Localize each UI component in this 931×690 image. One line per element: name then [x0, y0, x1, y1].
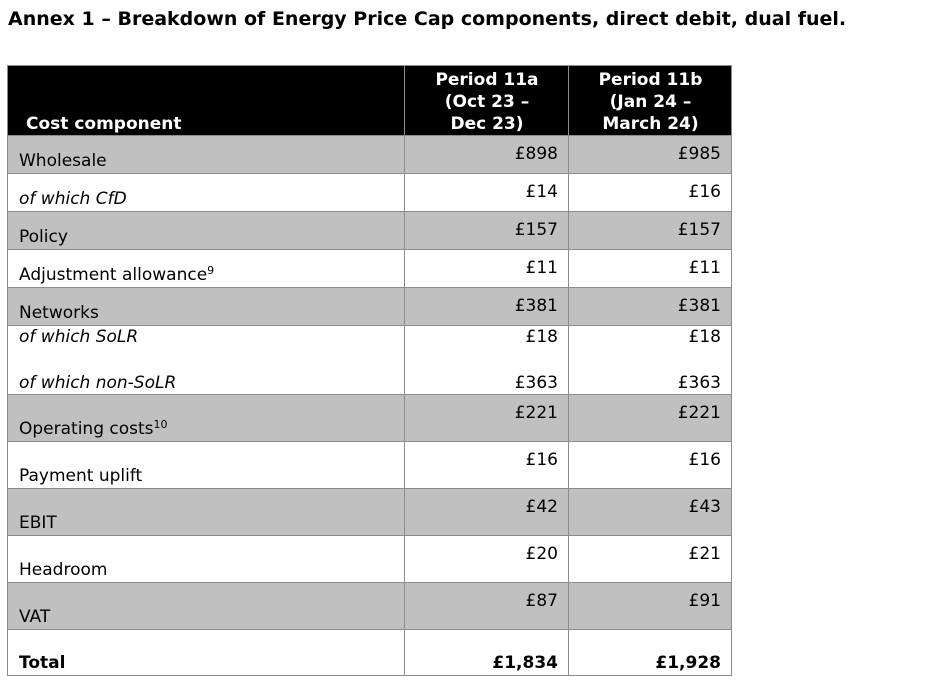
header-period-11b-line2: (Jan 24 –	[609, 92, 692, 112]
value-adjustment-11b: £11	[569, 250, 732, 288]
value-networks-breakdown-11b	[569, 326, 732, 395]
value-wholesale-11b: £985	[569, 136, 732, 174]
row-vat	[8, 583, 732, 630]
value-vat-11a: £87	[405, 583, 569, 630]
price-cap-table	[7, 65, 732, 676]
value-policy-11a: £157	[405, 212, 569, 250]
value-non-solr-11b: £363	[677, 373, 721, 393]
value-networks-11b: £381	[569, 288, 732, 326]
adjustment-allowance-text: Adjustment allowance	[19, 265, 208, 285]
label-operating-costs	[8, 395, 405, 442]
label-adjustment-allowance	[8, 250, 405, 288]
value-ebit-11b: £43	[569, 489, 732, 536]
value-solr-11a: £18	[525, 327, 558, 347]
value-total-11b: £1,928	[569, 630, 732, 676]
label-payment-uplift: Payment uplift	[8, 442, 405, 489]
header-cost-component: Cost component	[8, 66, 405, 136]
value-cfd-11a: £14	[405, 174, 569, 212]
value-ebit-11a: £42	[405, 489, 569, 536]
value-total-11a: £1,834	[405, 630, 569, 676]
row-networks-breakdown	[8, 326, 732, 395]
header-period-11b	[569, 66, 732, 136]
value-payment-11b: £16	[569, 442, 732, 489]
label-wholesale: Wholesale	[8, 136, 405, 174]
label-solr: of which SoLR	[19, 327, 139, 347]
value-networks-breakdown-11a	[405, 326, 569, 395]
value-wholesale-11a: £898	[405, 136, 569, 174]
row-payment-uplift	[8, 442, 732, 489]
value-solr-11b: £18	[688, 327, 721, 347]
label-ebit: EBIT	[8, 489, 405, 536]
value-headroom-11b: £21	[569, 536, 732, 583]
row-cfd	[8, 174, 732, 212]
operating-costs-text: Operating costs	[19, 419, 154, 439]
row-networks	[8, 288, 732, 326]
label-policy: Policy	[8, 212, 405, 250]
footnote-10: 10	[153, 418, 168, 431]
header-period-11a-line3: Dec 23)	[450, 114, 524, 134]
header-period-11a	[405, 66, 569, 136]
row-total	[8, 630, 732, 676]
label-networks-breakdown	[8, 326, 405, 395]
row-ebit	[8, 489, 732, 536]
header-period-11b-line1: Period 11b	[598, 70, 703, 90]
row-wholesale	[8, 136, 732, 174]
label-total: Total	[8, 630, 405, 676]
header-period-11b-line3: March 24)	[602, 114, 699, 134]
value-networks-11a: £381	[405, 288, 569, 326]
page-title: Annex 1 – Breakdown of Energy Price Cap components, direct debit, dual fuel.	[8, 8, 847, 30]
value-vat-11b: £91	[569, 583, 732, 630]
value-headroom-11a: £20	[405, 536, 569, 583]
label-non-solr: of which non-SoLR	[19, 373, 177, 393]
value-policy-11b: £157	[569, 212, 732, 250]
value-payment-11a: £16	[405, 442, 569, 489]
row-adjustment-allowance	[8, 250, 732, 288]
value-adjustment-11a: £11	[405, 250, 569, 288]
label-vat: VAT	[8, 583, 405, 630]
header-period-11a-line1: Period 11a	[435, 70, 539, 90]
row-policy	[8, 212, 732, 250]
row-headroom	[8, 536, 732, 583]
footnote-9: 9	[207, 264, 215, 277]
value-operating-11b: £221	[569, 395, 732, 442]
row-operating-costs	[8, 395, 732, 442]
value-cfd-11b: £16	[569, 174, 732, 212]
header-period-11a-line2: (Oct 23 –	[444, 92, 530, 112]
header-row	[8, 66, 732, 136]
value-operating-11a: £221	[405, 395, 569, 442]
label-headroom: Headroom	[8, 536, 405, 583]
value-non-solr-11a: £363	[514, 373, 558, 393]
label-networks: Networks	[8, 288, 405, 326]
label-cfd: of which CfD	[8, 174, 405, 212]
